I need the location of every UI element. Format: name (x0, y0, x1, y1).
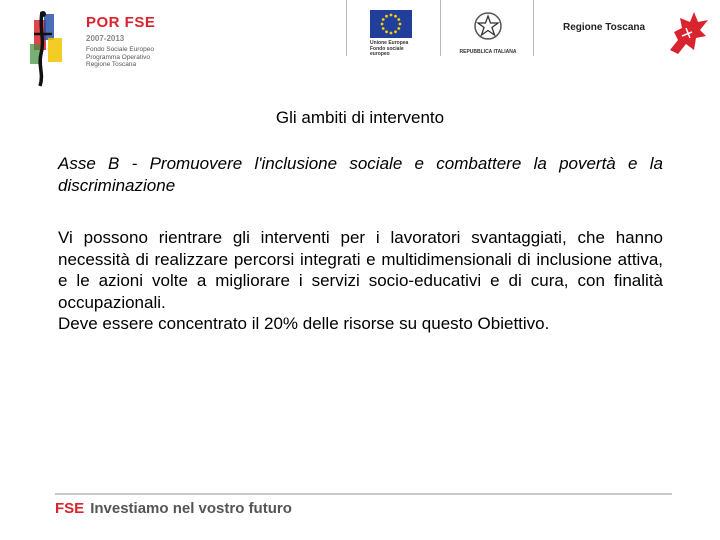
eu-label-line: Fondo sociale europeo (370, 45, 404, 57)
por-subtitle-line: Programma Operativo (86, 53, 150, 61)
por-fse-subtitle (86, 46, 166, 69)
header-divider (440, 0, 441, 56)
italian-emblem-icon (472, 10, 504, 42)
axis-heading: Asse B - Promuovere l'inclusione sociale e combattere la povertà e la discriminazione (58, 154, 663, 195)
eu-label-line: Unione Europea (370, 40, 409, 46)
eu-label (370, 41, 414, 58)
pegasus-emblem-icon (664, 6, 712, 60)
slide-title: Gli ambiti di intervento (275, 108, 445, 127)
footer-divider (55, 493, 672, 495)
repubblica-label: REPUBBLICA ITALIANA (459, 49, 517, 55)
por-fse-years: 2007-2013 (86, 34, 125, 43)
por-fse-title: POR FSE (86, 14, 156, 31)
eu-stars-icon (370, 10, 412, 38)
footer-slogan (55, 500, 292, 517)
header-logos (0, 0, 720, 90)
footer-brand: FSE (55, 500, 85, 517)
body-paragraph: Deve essere concentrato il 20% delle risorse su questo Obiettivo. (58, 314, 550, 333)
eu-logo (370, 10, 414, 58)
body-paragraph: Vi possono rientrare gli interventi per i lavoratori svantaggiati, che hanno necessità di realizzare percorsi integrati e multidimensionali di inclusione attiva, e le azioni volte a migliorare i servizi socio-educativi e di cura, con finalità occupazionali. (58, 228, 663, 312)
footer-slogan-text: Investiamo nel vostro futuro (90, 500, 292, 517)
regione-toscana-label: Regione Toscana (563, 22, 646, 33)
por-subtitle-line: Fondo Sociale Europeo (86, 46, 154, 53)
por-subtitle-line: Regione Toscana (86, 61, 137, 68)
body-text (58, 227, 663, 335)
header-divider (533, 0, 534, 56)
eu-flag-icon (370, 10, 412, 38)
repubblica-logo (458, 10, 518, 55)
header-divider (346, 0, 347, 56)
